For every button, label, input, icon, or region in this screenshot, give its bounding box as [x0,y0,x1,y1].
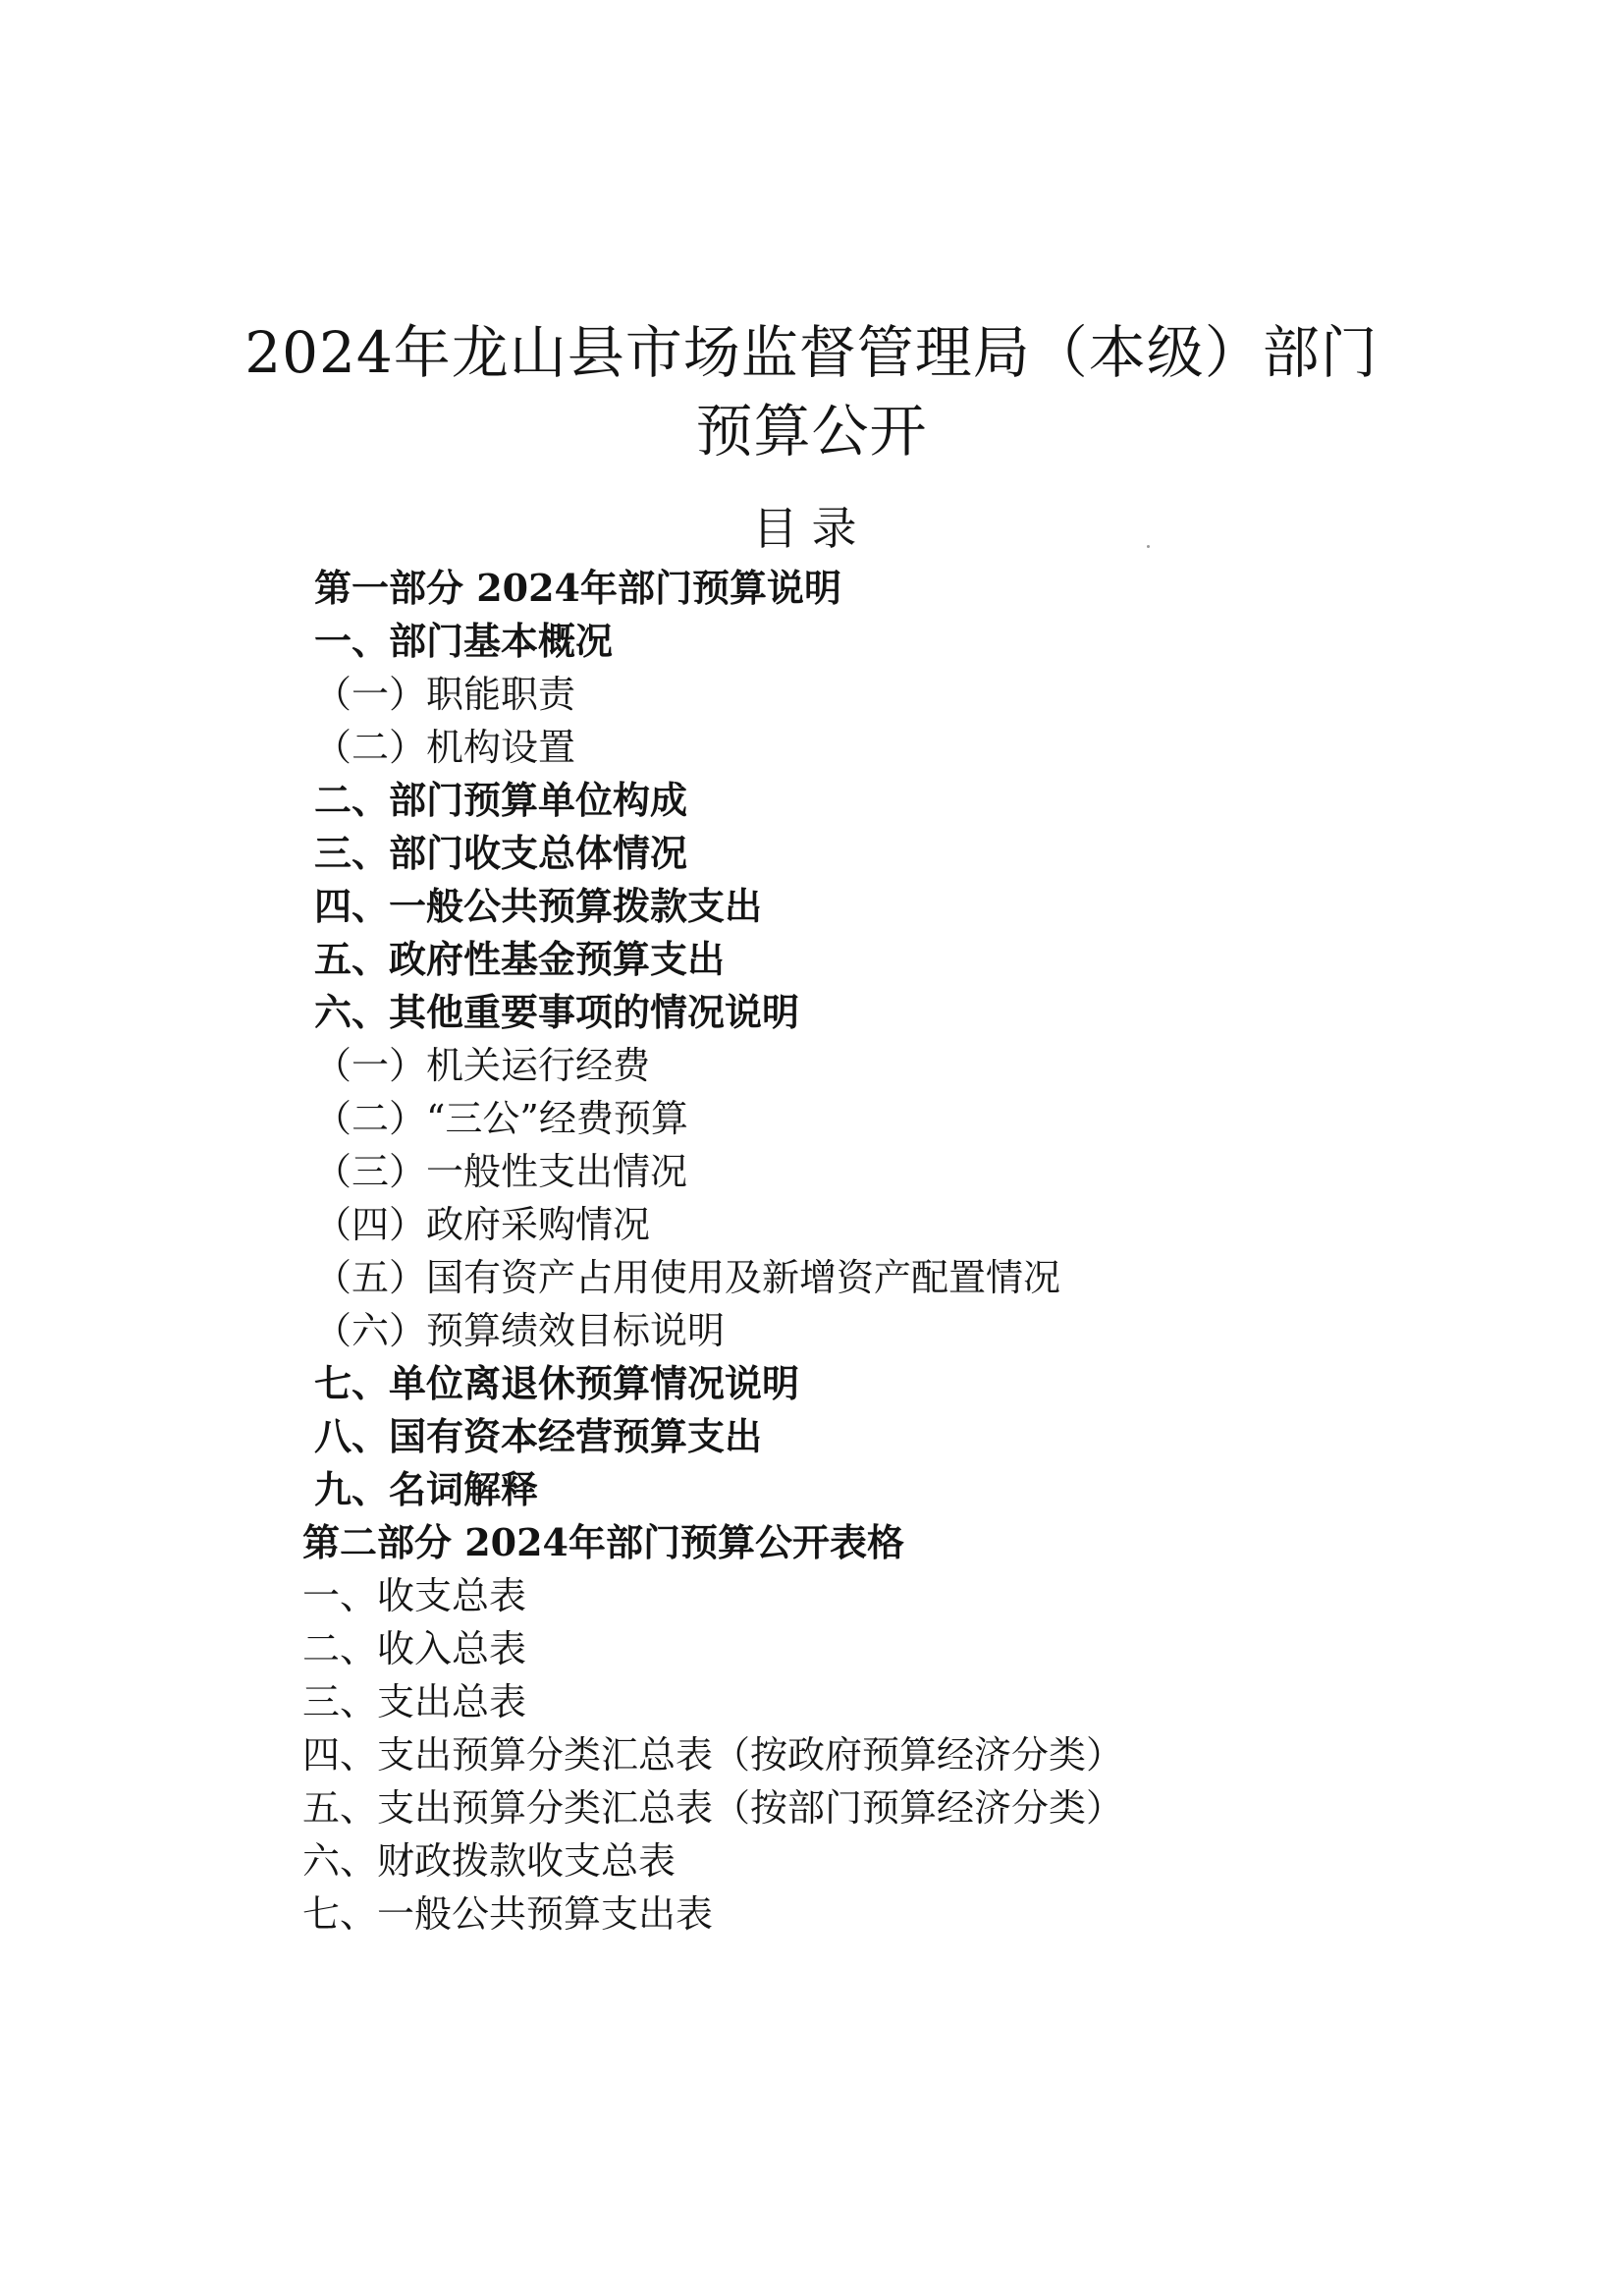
toc-section: 四、一般公共预算拨款支出 [314,884,763,928]
toc-section: 七、单位离退休预算情况说明 [314,1361,800,1405]
table-of-contents [0,562,1623,1941]
toc-part-heading: 第一部分 2024年部门预算说明 [314,566,841,610]
toc-subsection: （五）国有资产占用使用及新增资产配置情况 [314,1256,1061,1299]
toc-section: 六、其他重要事项的情况说明 [314,990,800,1034]
toc-part-heading: 第二部分 2024年部门预算公开表格 [302,1520,904,1564]
toc-heading: 目录 [752,502,871,555]
toc-table-entry: 五、支出预算分类汇总表（按部门预算经济分类） [302,1786,1124,1830]
toc-section: 五、政府性基金预算支出 [314,937,726,981]
toc-section: 八、国有资本经营预算支出 [314,1414,763,1458]
toc-table-entry: 七、一般公共预算支出表 [302,1892,714,1936]
toc-table-entry: 一、收支总表 [302,1574,527,1617]
toc-subsection: （二）“三公”经费预算 [314,1097,688,1140]
toc-section: 九、名词解释 [314,1467,539,1511]
toc-section: 三、部门收支总体情况 [314,831,688,875]
toc-subsection: （三）一般性支出情况 [314,1150,688,1193]
toc-subsection: （六）预算绩效目标说明 [314,1309,726,1352]
toc-section: 二、部门预算单位构成 [314,778,688,822]
toc-table-entry: 二、收入总表 [302,1627,527,1670]
document-title-line-1: 2024年龙山县市场监督管理局（本级）部门 [244,319,1379,386]
toc-section: 一、部门基本概况 [314,619,614,663]
toc-subsection: （四）政府采购情况 [314,1203,651,1246]
toc-table-entry: 三、支出总表 [302,1680,527,1723]
toc-subsection: （一）职能职责 [314,673,576,716]
document-title-line-2: 预算公开 [695,398,928,465]
toc-table-entry: 六、财政拨款收支总表 [302,1839,676,1883]
toc-subsection: （一）机关运行经费 [314,1044,651,1087]
scan-speck [1147,545,1150,548]
toc-table-entry: 四、支出预算分类汇总表（按政府预算经济分类） [302,1733,1124,1777]
toc-subsection: （二）机构设置 [314,726,576,769]
